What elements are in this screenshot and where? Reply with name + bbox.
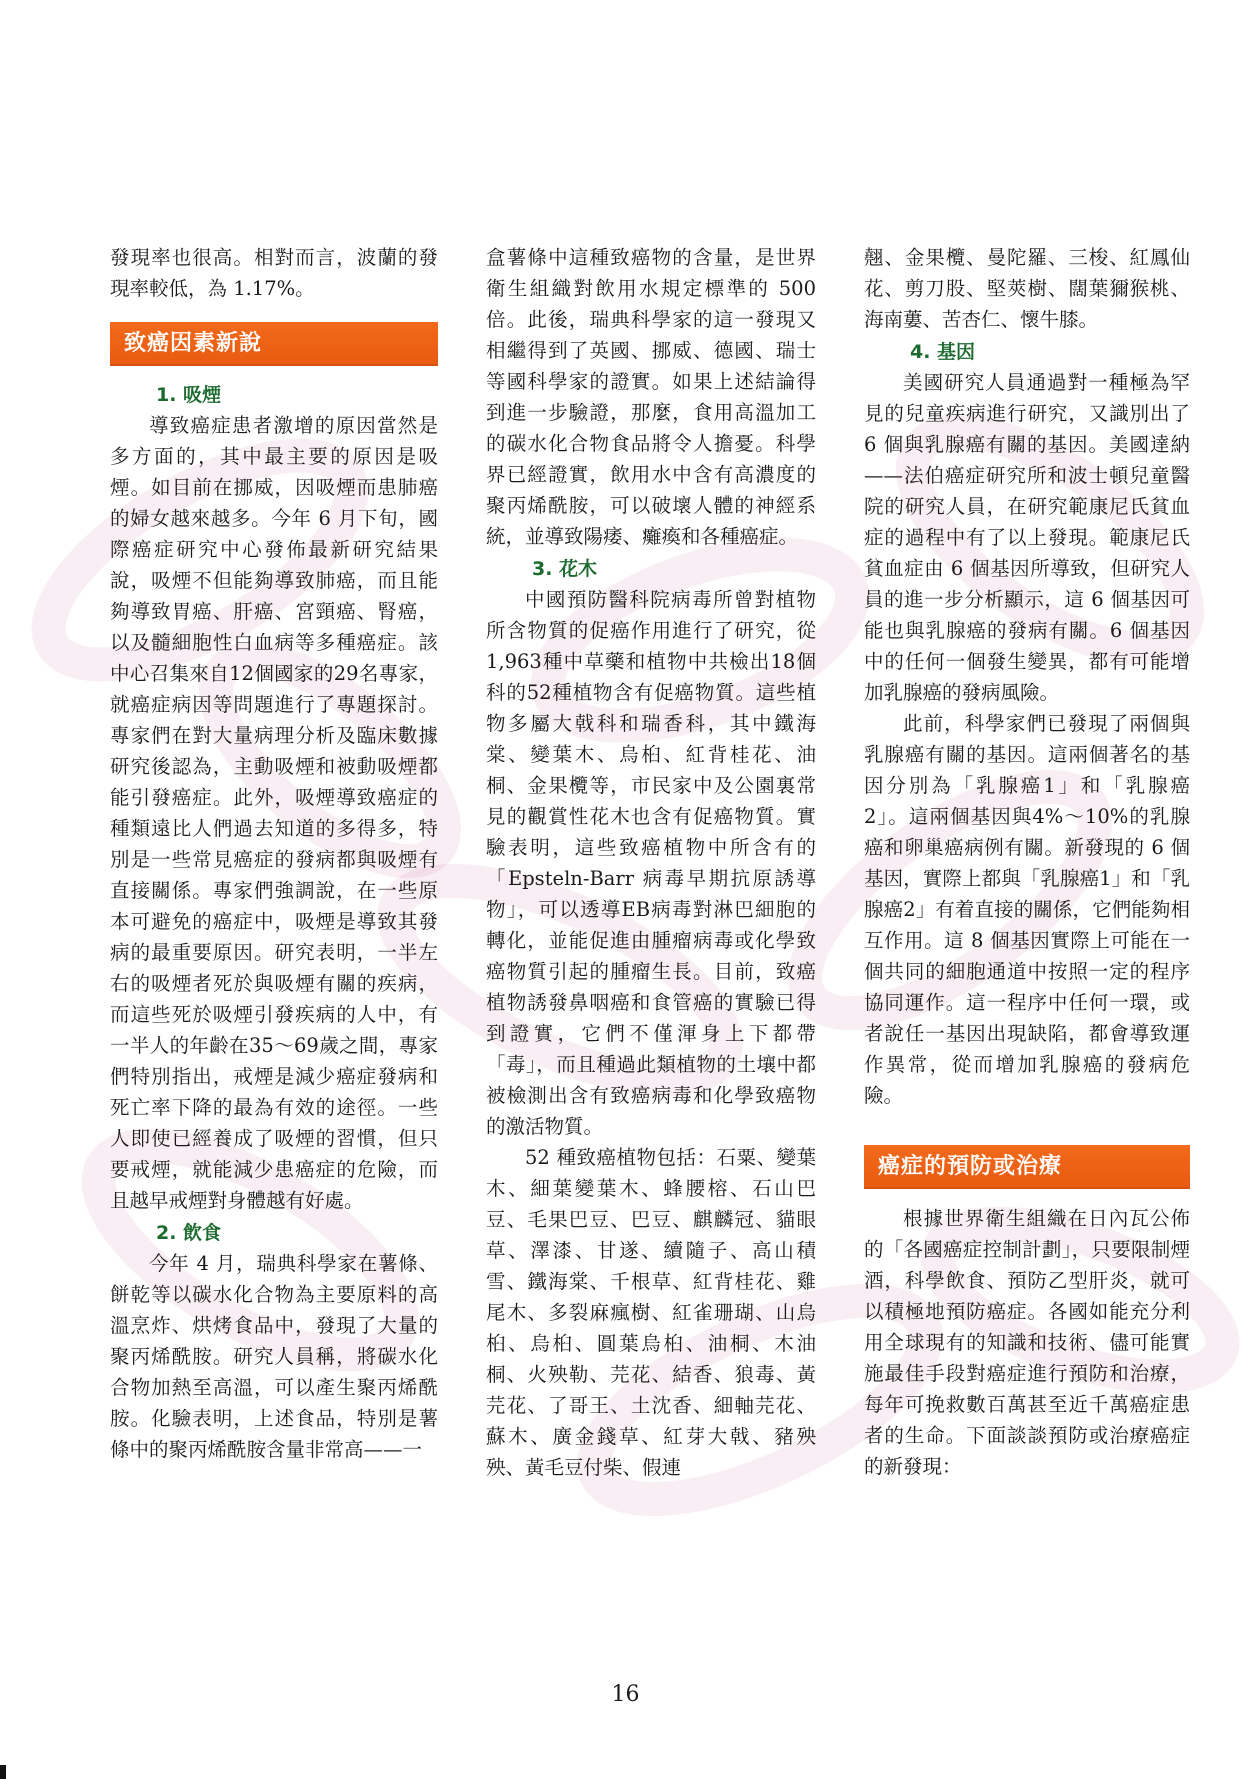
paragraph: 今年 4 月，瑞典科學家在薯條、餅乾等以碳水化合物為主要原料的高溫烹炸、烘烤食品中，發現了大量的聚丙烯酰胺。研究人員稱，將碳水化合物加熱至高溫，可以產生聚丙烯酰胺。化驗表明，上述食品，特別是薯條中的聚丙烯酰胺含量非常高——一 [110,1252,438,1461]
section-heading-carcinogenic-factors: 致癌因素新說 [110,322,438,366]
paragraph: 盒薯條中這種致癌物的含量，是世界衛生組織對飲用水規定標準的 500 倍。此後，瑞典科學家的這一發現又相繼得到了英國、挪威、德國、瑞士等國科學家的證實。如果上述結論得到進一步驗證，那麼，食用高溫加工的碳水化合物食品將令人擔憂。科學界已經證實，飲用水中含有高濃度的聚丙烯酰胺，可以破壞人體的神經系統，並導致陽痿、癱瘓和各種癌症。 [486,246,816,548]
section-heading-prevention-treatment: 癌症的預防或治療 [864,1145,1190,1189]
paragraph: 發現率也很高。相對而言，波蘭的發現率較低，為 1.17%。 [110,246,438,300]
paragraph: 美國研究人員通過對一種極為罕見的兒童疾病進行研究，又識別出了 6 個與乳腺癌有關的基因。美國達納——法伯癌症研究所和波士頓兒童醫院的研究人員，在研究範康尼氏貧血症的過程中有了以上發現。範康尼氏貧血症由 6 個基因所導致，但研究人員的進一步分析顯示，這 6 個基因可能也與乳腺癌的發病有關。6 個基因中的任何一個發生變異，都有可能增加乳腺癌的發病風險。 [864,371,1190,704]
column-2 [486,242,816,1483]
column-1 [110,242,438,1465]
paragraph: 導致癌症患者激增的原因當然是多方面的，其中最主要的原因是吸煙。如目前在挪威，因吸煙而患肺癌的婦女越來越多。今年 6 月下旬，國際癌症研究中心發佈最新研究結果說，吸煙不但能夠導致肺癌，而且能夠導致胃癌、肝癌、宮頸癌、腎癌，以及髓細胞性白血病等多種癌症。該中心召集來自12個國家的29名專家，就癌症病因等問題進行了專題探討。專家們在對大量病理分析及臨床數據研究後認為，主動吸煙和被動吸煙都能引發癌症。此外，吸煙導致癌症的種類遠比人們過去知道的多得多，特別是一些常見癌症的發病都與吸煙有直接關係。專家們強調說，在一些原本可避免的癌症中，吸煙是導致其發病的最重要原因。研究表明，一半左右的吸煙者死於與吸煙有關的疾病，而這些死於吸煙引發疾病的人中，有一半人的年齡在35～69歲之間，專家們特別指出，戒煙是減少癌症發病和死亡率下降的最為有效的途徑。一些人即使已經養成了吸煙的習慣，但只要戒煙，就能減少患癌症的危險，而且越早戒煙對身體越有好處。 [110,414,438,1212]
paragraph: 中國預防醫科院病毒所曾對植物所含物質的促癌作用進行了研究，從1,963種中草藥和植物中共檢出18個科的52種植物含有促癌物質。這些植物多屬大戟科和瑞香科，其中鐵海棠、變葉木、烏桕、紅背桂花、油桐、金果欖等，市民家中及公園裏常見的觀賞性花木也含有促癌物質。實驗表明，這些致癌植物中所含有的「Epsteln-Barr 病毒早期抗原誘導物」，可以透導EB病毒對淋巴細胞的轉化，並能促進由腫瘤病毒或化學致癌物質引起的腫瘤生長。目前，致癌植物誘發鼻咽癌和食管癌的實驗已得到證實，它們不僅渾身上下都帶「毒」，而且種過此類植物的土壤中都被檢測出含有致癌病毒和化學致癌物的激活物質。 [486,588,816,1138]
paragraph: 翹、金果欖、曼陀羅、三梭、紅鳳仙花、剪刀股、堅莢樹、闊葉獮猴桃、海南蔞、苦杏仁、懷牛膝。 [864,246,1190,331]
paragraph: 此前，科學家們已發現了兩個與乳腺癌有關的基因。這兩個著名的基因分別為「乳腺癌1」和「乳腺癌2」。這兩個基因與4%～10%的乳腺癌和卵巢癌病例有關。新發現的 6 個基因，實際上都與「乳腺癌1」和「乳腺癌2」有着直接的關係，它們能夠相互作用。這 8 個基因實際上可能在一個共同的細胞通道中按照一定的程序協同運作。這一程序中任何一環，或者說任一基因出現缺陷，都會導致運作異常，從而增加乳腺癌的發病危險。 [864,712,1190,1107]
paragraph: 52 種致癌植物包括：石粟、變葉木、細葉變葉木、蜂腰榕、石山巴豆、毛果巴豆、巴豆、麒麟冠、貓眼草、澤漆、甘遂、續隨子、高山積雪、鐵海棠、千根草、紅背桂花、雞尾木、多裂麻瘋樹、紅雀珊瑚、山烏桕、烏桕、圓葉烏桕、油桐、木油桐、火殃勒、芫花、結香、狼毒、黃芫花、了哥王、土沈香、細軸芫花、蘇木、廣金錢草、紅芽大戟、豬殃殃、黃毛豆付柴、假連 [486,1146,816,1479]
subheading-smoking: 1. 吸煙 [156,384,222,406]
column-3 [864,242,1190,1482]
subheading-diet: 2. 飲食 [156,1222,222,1244]
page-number: 16 [611,1682,640,1707]
scan-corner-mark [0,1765,6,1779]
subheading-genes: 4. 基因 [910,341,976,363]
subheading-plants: 3. 花木 [532,558,598,580]
paragraph: 根據世界衛生組織在日內瓦公佈的「各國癌症控制計劃」，只要限制煙酒，科學飲食、預防乙型肝炎，就可以積極地預防癌症。各國如能充分利用全球現有的知識和技術、儘可能實施最佳手段對癌症進行預防和治療，每年可挽救數百萬甚至近千萬癌症患者的生命。下面談談預防或治療癌症的新發現： [864,1207,1190,1478]
